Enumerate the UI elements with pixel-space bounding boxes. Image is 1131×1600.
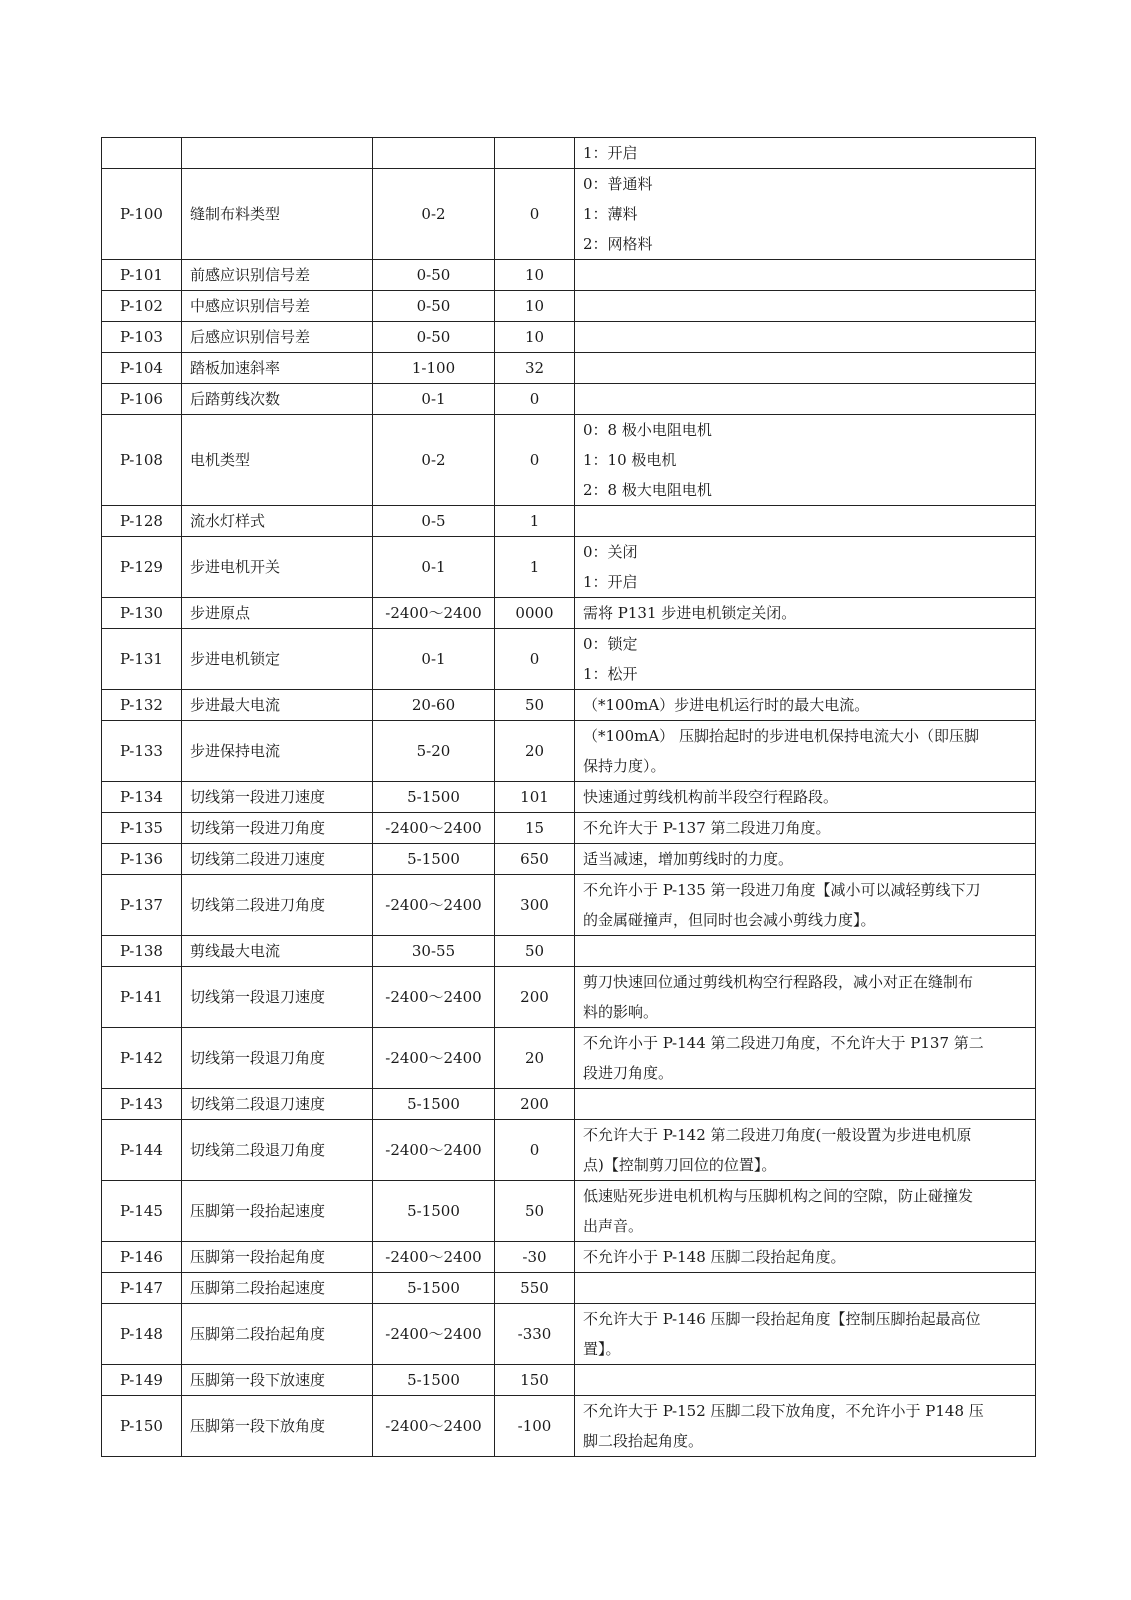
table-row <box>102 260 1036 291</box>
param-code-cell: P-137 <box>102 875 182 936</box>
param-description-cell <box>575 291 1036 322</box>
param-name-cell: 电机类型 <box>182 415 373 506</box>
param-range-cell: 0-50 <box>373 322 495 353</box>
param-description-cell <box>575 844 1036 875</box>
param-code-cell: P-129 <box>102 537 182 598</box>
table-row <box>102 322 1036 353</box>
table-row <box>102 384 1036 415</box>
param-name-cell: 压脚第一段下放速度 <box>182 1365 373 1396</box>
table-row <box>102 598 1036 629</box>
param-default-cell: 200 <box>495 967 575 1028</box>
param-code-cell: P-100 <box>102 169 182 260</box>
table-row <box>102 138 1036 169</box>
param-code-cell: P-132 <box>102 690 182 721</box>
param-range-cell: 5-1500 <box>373 1089 495 1120</box>
param-default-cell: 20 <box>495 1028 575 1089</box>
param-code-cell: P-101 <box>102 260 182 291</box>
description-line: 不允许大于 P-137 第二段进刀角度。 <box>583 819 831 837</box>
table-row <box>102 1396 1036 1457</box>
table-row <box>102 1028 1036 1089</box>
description-line: 1：薄料 <box>583 205 638 223</box>
param-range-cell: -2400～2400 <box>373 1396 495 1457</box>
param-code-cell: P-144 <box>102 1120 182 1181</box>
param-range-cell: 0-1 <box>373 384 495 415</box>
param-description-cell <box>575 415 1036 506</box>
description-line: 剪刀快速回位通过剪线机构空行程路段，减小对正在缝制布 <box>583 973 974 991</box>
param-default-cell: 20 <box>495 721 575 782</box>
param-name-cell: 后踏剪线次数 <box>182 384 373 415</box>
table-row <box>102 169 1036 260</box>
param-range-cell: 1-100 <box>373 353 495 384</box>
param-name-cell: 中感应识别信号差 <box>182 291 373 322</box>
description-line: 适当减速，增加剪线时的力度。 <box>583 850 794 868</box>
description-line: 1：开启 <box>583 573 638 591</box>
description-line: 不允许小于 P-144 第二段进刀角度，不允许大于 P137 第二 <box>583 1034 984 1052</box>
description-line: 脚二段抬起角度。 <box>583 1432 704 1450</box>
description-line: 点)【控制剪刀回位的位置】。 <box>583 1156 777 1174</box>
param-range-cell: 0-5 <box>373 506 495 537</box>
param-default-cell: 0 <box>495 169 575 260</box>
param-description-cell <box>575 629 1036 690</box>
param-name-cell: 压脚第一段下放角度 <box>182 1396 373 1457</box>
param-default-cell: -100 <box>495 1396 575 1457</box>
table-row <box>102 1242 1036 1273</box>
table-row <box>102 506 1036 537</box>
description-line: 不允许小于 P-148 压脚二段抬起角度。 <box>583 1248 846 1266</box>
param-code-cell: P-131 <box>102 629 182 690</box>
param-description-cell <box>575 690 1036 721</box>
param-name-cell: 切线第一段退刀角度 <box>182 1028 373 1089</box>
param-name-cell: 切线第一段进刀速度 <box>182 782 373 813</box>
param-range-cell: -2400～2400 <box>373 1028 495 1089</box>
description-line: 的金属碰撞声，但同时也会减小剪线力度】。 <box>583 911 876 929</box>
param-description-cell <box>575 1089 1036 1120</box>
param-default-cell: 650 <box>495 844 575 875</box>
param-code-cell: P-138 <box>102 936 182 967</box>
param-code-cell: P-104 <box>102 353 182 384</box>
param-description-cell <box>575 260 1036 291</box>
param-default-cell: 10 <box>495 322 575 353</box>
param-description-cell <box>575 138 1036 169</box>
table-row <box>102 291 1036 322</box>
param-name-cell: 步进保持电流 <box>182 721 373 782</box>
param-range-cell: -2400～2400 <box>373 1242 495 1273</box>
description-line: 2：网格料 <box>583 235 653 253</box>
param-description-cell <box>575 1242 1036 1273</box>
param-code-cell: P-147 <box>102 1273 182 1304</box>
param-default-cell: 101 <box>495 782 575 813</box>
table-row <box>102 936 1036 967</box>
param-code-cell: P-149 <box>102 1365 182 1396</box>
param-default-cell <box>495 138 575 169</box>
param-code-cell: P-135 <box>102 813 182 844</box>
param-range-cell: -2400～2400 <box>373 598 495 629</box>
param-range-cell: -2400～2400 <box>373 1304 495 1365</box>
param-description-cell <box>575 537 1036 598</box>
param-default-cell: 0 <box>495 415 575 506</box>
param-range-cell: 5-1500 <box>373 782 495 813</box>
param-description-cell <box>575 1120 1036 1181</box>
param-description-cell <box>575 353 1036 384</box>
table-row <box>102 875 1036 936</box>
param-code-cell: P-133 <box>102 721 182 782</box>
param-description-cell <box>575 169 1036 260</box>
description-line: 2：8 极大电阻电机 <box>583 481 712 499</box>
table-row <box>102 353 1036 384</box>
param-name-cell: 流水灯样式 <box>182 506 373 537</box>
param-description-cell <box>575 1365 1036 1396</box>
description-line: 不允许小于 P-135 第一段进刀角度【减小可以减轻剪线下刀 <box>583 881 981 899</box>
param-default-cell: 10 <box>495 291 575 322</box>
param-description-cell <box>575 506 1036 537</box>
param-range-cell <box>373 138 495 169</box>
param-default-cell: 300 <box>495 875 575 936</box>
param-code-cell: P-108 <box>102 415 182 506</box>
param-default-cell: 50 <box>495 1181 575 1242</box>
description-line: 置】。 <box>583 1340 621 1358</box>
param-description-cell <box>575 1273 1036 1304</box>
param-code-cell: P-134 <box>102 782 182 813</box>
param-description-cell <box>575 1028 1036 1089</box>
param-name-cell: 后感应识别信号差 <box>182 322 373 353</box>
description-line: 0：关闭 <box>583 543 638 561</box>
param-default-cell: 200 <box>495 1089 575 1120</box>
param-name-cell: 压脚第一段抬起速度 <box>182 1181 373 1242</box>
param-name-cell <box>182 138 373 169</box>
table-row <box>102 629 1036 690</box>
parameter-table <box>101 137 1036 1457</box>
param-range-cell: 0-1 <box>373 537 495 598</box>
param-name-cell: 压脚第二段抬起速度 <box>182 1273 373 1304</box>
param-name-cell: 步进最大电流 <box>182 690 373 721</box>
param-description-cell <box>575 1396 1036 1457</box>
param-description-cell <box>575 1304 1036 1365</box>
param-default-cell: 10 <box>495 260 575 291</box>
param-range-cell: -2400～2400 <box>373 967 495 1028</box>
param-default-cell: -330 <box>495 1304 575 1365</box>
param-range-cell: 5-1500 <box>373 1365 495 1396</box>
description-line: 0：锁定 <box>583 635 638 653</box>
param-range-cell: 5-20 <box>373 721 495 782</box>
param-code-cell: P-102 <box>102 291 182 322</box>
param-name-cell: 切线第二段进刀角度 <box>182 875 373 936</box>
param-name-cell: 踏板加速斜率 <box>182 353 373 384</box>
description-line: 不允许大于 P-142 第二段进刀角度(一般设置为步进电机原 <box>583 1126 972 1144</box>
param-range-cell: 0-2 <box>373 415 495 506</box>
param-default-cell: -30 <box>495 1242 575 1273</box>
param-range-cell: 20-60 <box>373 690 495 721</box>
param-default-cell: 0000 <box>495 598 575 629</box>
param-code-cell: P-128 <box>102 506 182 537</box>
description-line: 需将 P131 步进电机锁定关闭。 <box>583 604 797 622</box>
description-line: 1：10 极电机 <box>583 451 677 469</box>
param-name-cell: 步进电机开关 <box>182 537 373 598</box>
param-description-cell <box>575 967 1036 1028</box>
description-line: 段进刀角度。 <box>583 1064 674 1082</box>
table-row <box>102 1273 1036 1304</box>
param-code-cell: P-145 <box>102 1181 182 1242</box>
param-name-cell: 剪线最大电流 <box>182 936 373 967</box>
param-range-cell: 5-1500 <box>373 844 495 875</box>
description-line: （*100mA）步进电机运行时的最大电流。 <box>583 696 870 714</box>
description-line: 不允许大于 P-146 压脚一段抬起角度【控制压脚抬起最高位 <box>583 1310 981 1328</box>
table-row <box>102 1304 1036 1365</box>
table-row <box>102 721 1036 782</box>
table-row <box>102 813 1036 844</box>
param-code-cell: P-141 <box>102 967 182 1028</box>
description-line: （*100mA） 压脚抬起时的步进电机保持电流大小（即压脚 <box>583 727 979 745</box>
description-line: 快速通过剪线机构前半段空行程路段。 <box>583 788 839 806</box>
param-description-cell <box>575 1181 1036 1242</box>
table-row <box>102 1181 1036 1242</box>
param-name-cell: 切线第一段退刀速度 <box>182 967 373 1028</box>
param-default-cell: 15 <box>495 813 575 844</box>
param-description-cell <box>575 322 1036 353</box>
param-default-cell: 50 <box>495 690 575 721</box>
param-default-cell: 0 <box>495 629 575 690</box>
table-row <box>102 1120 1036 1181</box>
param-code-cell: P-143 <box>102 1089 182 1120</box>
description-line: 0：普通料 <box>583 175 653 193</box>
param-range-cell: -2400～2400 <box>373 813 495 844</box>
description-line: 低速贴死步进电机机构与压脚机构之间的空隙，防止碰撞发 <box>583 1187 974 1205</box>
param-range-cell: 5-1500 <box>373 1273 495 1304</box>
table-row <box>102 537 1036 598</box>
param-default-cell: 0 <box>495 384 575 415</box>
param-code-cell: P-130 <box>102 598 182 629</box>
param-description-cell <box>575 598 1036 629</box>
description-line: 1：松开 <box>583 665 638 683</box>
param-name-cell: 前感应识别信号差 <box>182 260 373 291</box>
table-row <box>102 415 1036 506</box>
description-line: 出声音。 <box>583 1217 644 1235</box>
param-name-cell: 压脚第一段抬起角度 <box>182 1242 373 1273</box>
param-description-cell <box>575 936 1036 967</box>
description-line: 0：8 极小电阻电机 <box>583 421 712 439</box>
param-range-cell: 0-1 <box>373 629 495 690</box>
param-default-cell: 0 <box>495 1120 575 1181</box>
param-code-cell <box>102 138 182 169</box>
param-name-cell: 压脚第二段抬起角度 <box>182 1304 373 1365</box>
table-row <box>102 782 1036 813</box>
description-line: 1：开启 <box>583 144 638 162</box>
param-range-cell: -2400～2400 <box>373 875 495 936</box>
param-default-cell: 550 <box>495 1273 575 1304</box>
param-range-cell: 30-55 <box>373 936 495 967</box>
table-row <box>102 844 1036 875</box>
param-code-cell: P-146 <box>102 1242 182 1273</box>
parameter-table-body <box>102 138 1036 1457</box>
param-name-cell: 步进原点 <box>182 598 373 629</box>
table-row <box>102 1089 1036 1120</box>
param-code-cell: P-136 <box>102 844 182 875</box>
table-row <box>102 967 1036 1028</box>
param-default-cell: 150 <box>495 1365 575 1396</box>
param-range-cell: 5-1500 <box>373 1181 495 1242</box>
description-line: 保持力度）。 <box>583 757 666 775</box>
param-name-cell: 切线第二段退刀角度 <box>182 1120 373 1181</box>
param-default-cell: 50 <box>495 936 575 967</box>
param-description-cell <box>575 782 1036 813</box>
table-row <box>102 690 1036 721</box>
param-range-cell: 0-50 <box>373 291 495 322</box>
param-name-cell: 切线第二段进刀速度 <box>182 844 373 875</box>
param-range-cell: 0-2 <box>373 169 495 260</box>
param-name-cell: 切线第二段退刀速度 <box>182 1089 373 1120</box>
param-range-cell: -2400～2400 <box>373 1120 495 1181</box>
param-description-cell <box>575 721 1036 782</box>
description-line: 料的影响。 <box>583 1003 659 1021</box>
param-name-cell: 步进电机锁定 <box>182 629 373 690</box>
param-name-cell: 缝制布料类型 <box>182 169 373 260</box>
param-description-cell <box>575 384 1036 415</box>
param-default-cell: 1 <box>495 506 575 537</box>
param-description-cell <box>575 875 1036 936</box>
param-code-cell: P-106 <box>102 384 182 415</box>
param-code-cell: P-150 <box>102 1396 182 1457</box>
param-code-cell: P-142 <box>102 1028 182 1089</box>
param-default-cell: 1 <box>495 537 575 598</box>
param-name-cell: 切线第一段进刀角度 <box>182 813 373 844</box>
param-code-cell: P-148 <box>102 1304 182 1365</box>
param-default-cell: 32 <box>495 353 575 384</box>
param-description-cell <box>575 813 1036 844</box>
param-code-cell: P-103 <box>102 322 182 353</box>
table-row <box>102 1365 1036 1396</box>
param-range-cell: 0-50 <box>373 260 495 291</box>
description-line: 不允许大于 P-152 压脚二段下放角度，不允许小于 P148 压 <box>583 1402 984 1420</box>
